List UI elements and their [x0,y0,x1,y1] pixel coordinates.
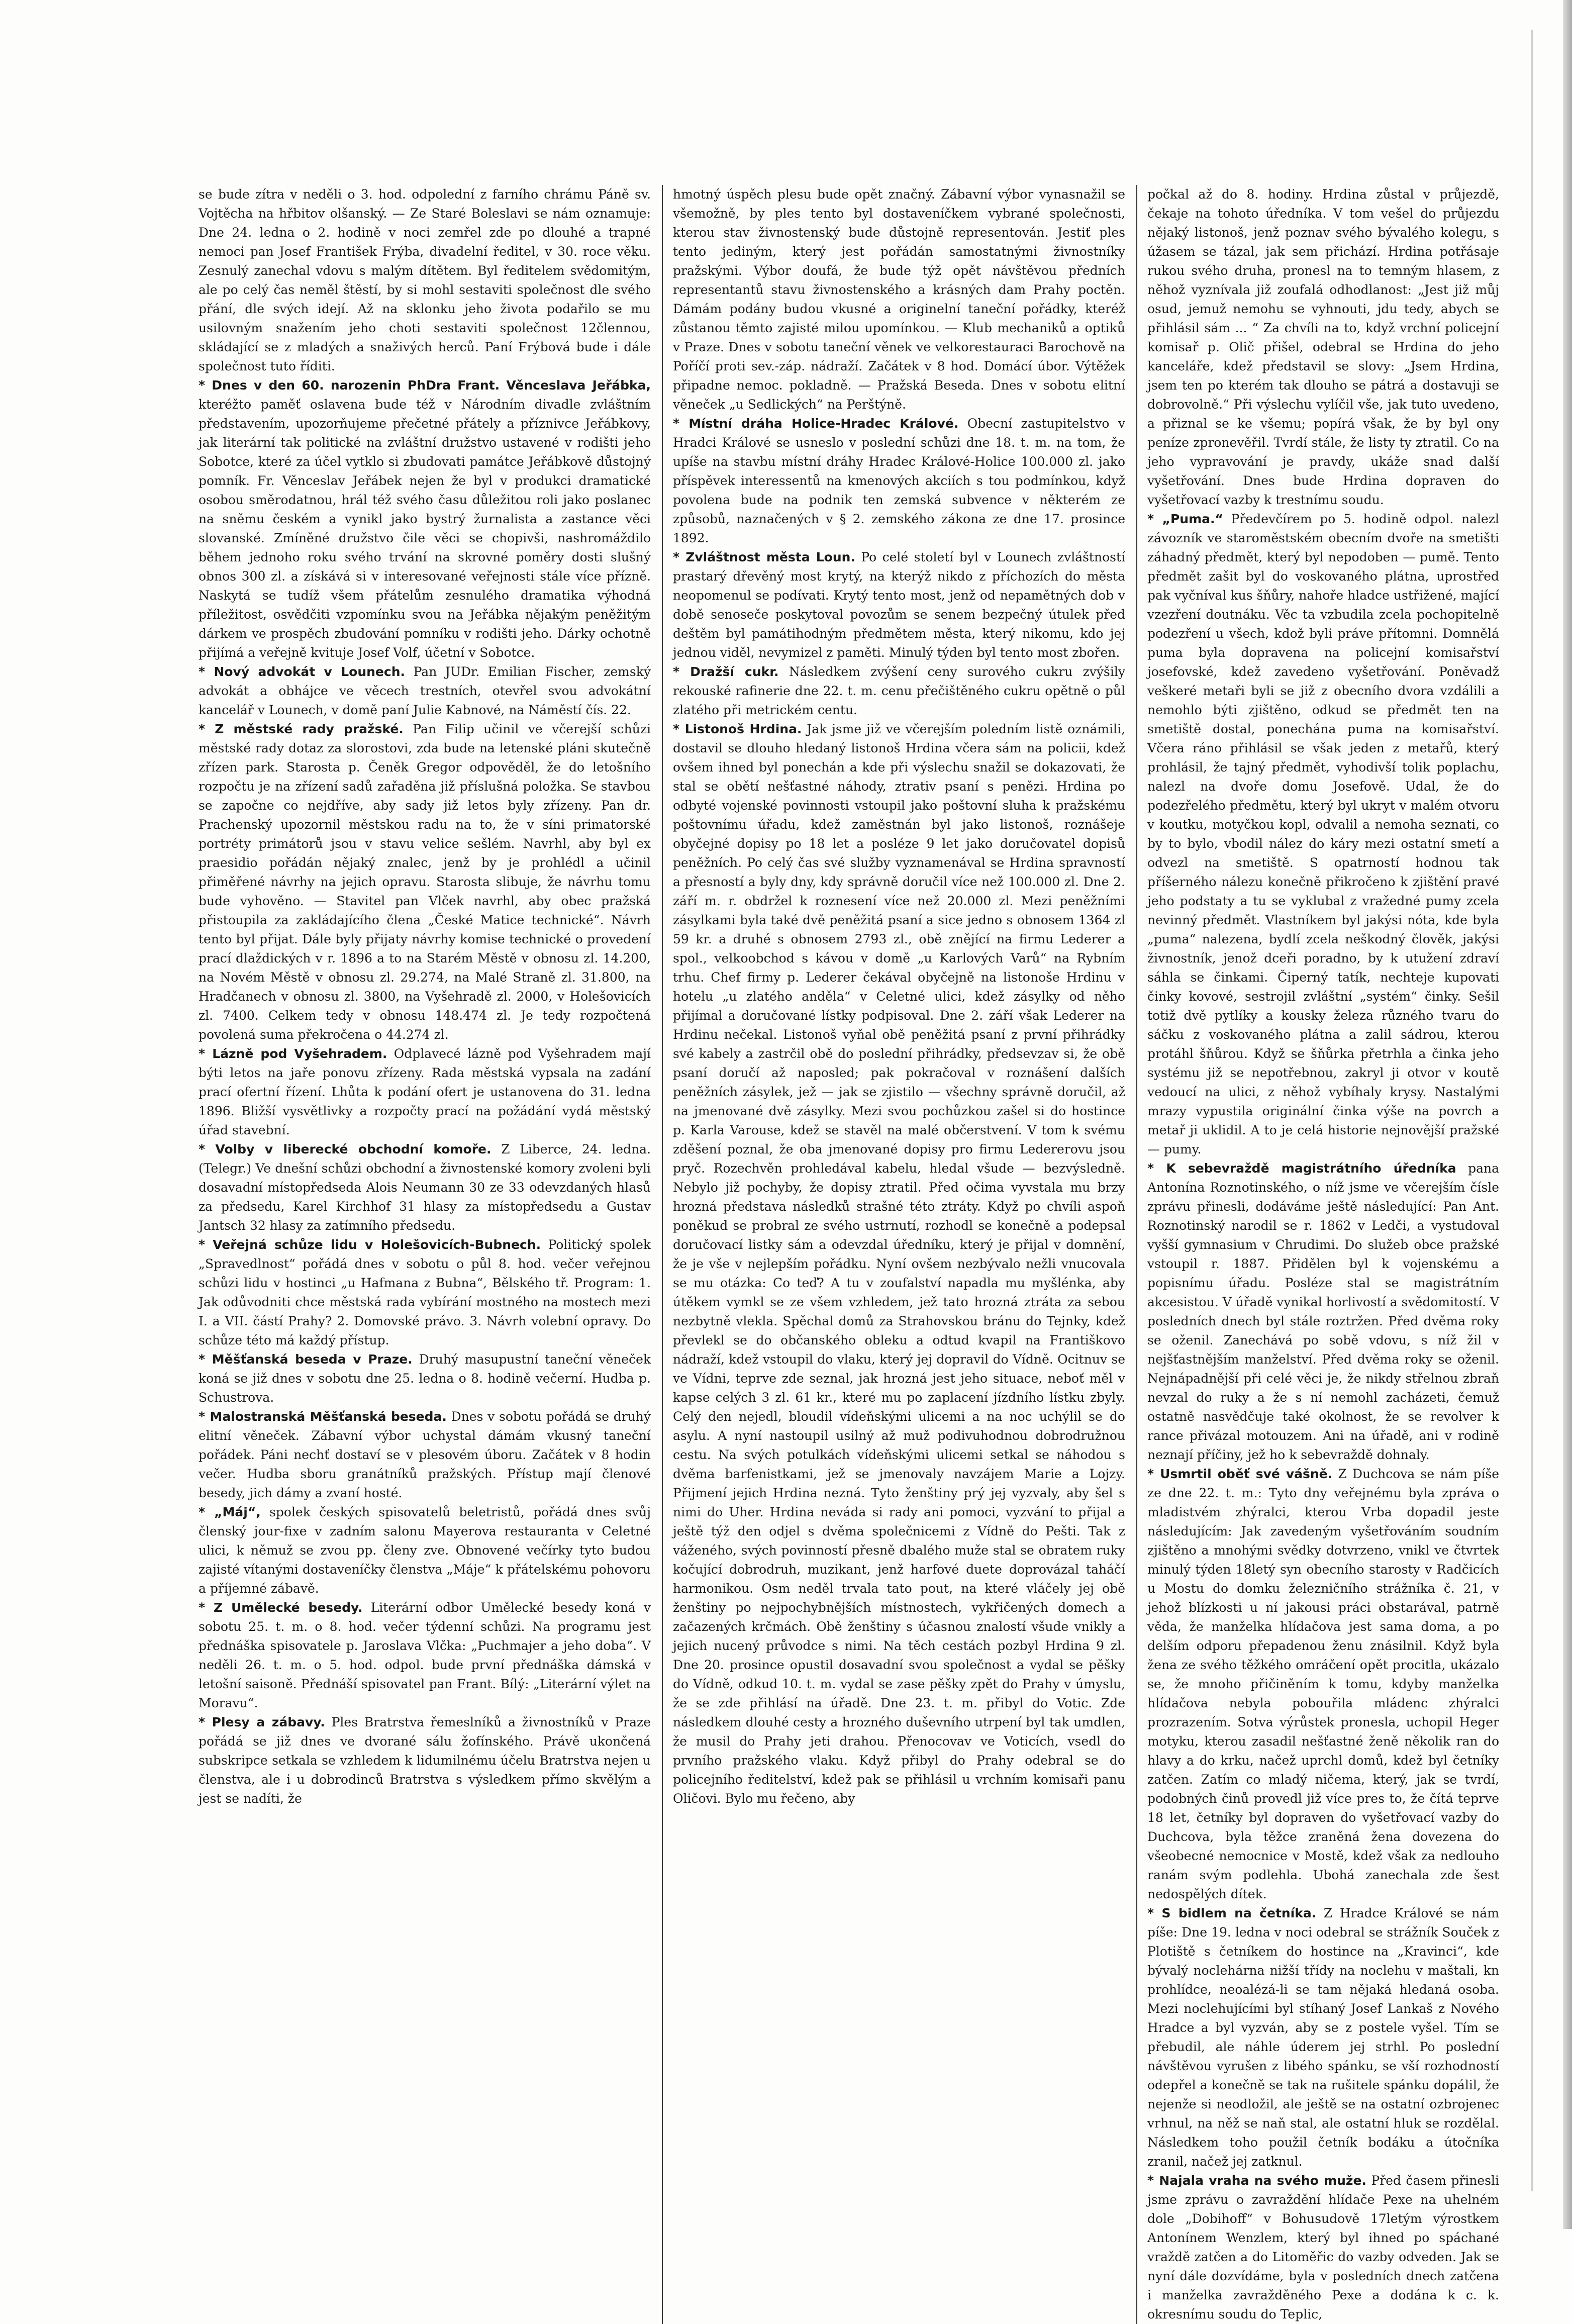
article-heading: * Měšťanská beseda v Praze. [199,1352,413,1367]
article-heading: * K sebevraždě magistrátního úředníka [1147,1161,1456,1176]
column-2 [668,185,1130,2324]
article-heading: * Dražší cukr. [673,664,779,679]
article-heading: * Plesy a zábavy. [199,1715,325,1729]
article-heading: * S bidlem na četníka. [1147,1906,1317,1920]
article-text: Jak jsme již ve včerejším poledním listě oznámili, dostavil se dlouho hledaný listonoš Hrdina včera sám na policii, kdež ovšem ihned byl ponechán a kde při výslechu snažil se dokazovati, že stal se obětí nešťastné náhody, ztrativ psaní s penězi. Hrdina po odbyté vojenské povinnosti vstoupil jako poštovní sluha k pražskému poštovnímu úřadu, kdež zaměstnán byl jako listonoš, roznášeje obyčejné dopisy po 18 let a posléze 9 let jako doručovatel dopisů peněžních. Po celý čas své služby vyznamenával se Hrdina spravností a přesností a byly dny, kdy správně doručil více než 100.000 zl. Dne 2. září m. r. obdržel k roznesení více než 20.000 zl. Mezi peněžními zásylkami byla také dvě peněžitá psaní a sice jedno s obnosem 1364 zl 59 kr. a druhé s obnosem 2793 zl., obě znějící na firmu Lederer a spol., velkoobchod s kávou v domě „u Karlových Varů“ na Rybním trhu. Chef firmy p. Lederer čekával obyčejně na listonoše Hrdinu v hotelu „u zlatého anděla“ v Celetné ulici, kdež zásylky od něho přijímal a doručované lístky podpisoval. Dne 2. září však Lederer na Hrdinu nečekal. Listonoš vyňal obě peněžitá psaní z první přihrádky své kabely a zastrčil obě do poslední přihrádky, předsevzav si, že obě psaní doručí až naposled; pak pokračoval v roznášení dalších peněžních zásylek, jež — jak se zjistilo — všechny správně doručil, až na jmenované dvě zásylky. Mezi svou pochůzkou zašel si do hostince p. Karla Varouse, kdež se stavěl na malé občerstvení. V tom k svému zděšení poznal, že oba jmenované dopisy pro firmu Ledererovu jsou pryč. Rozechvěn prohledával kabelu, hledal všude — bezvýsledně. Nebylo již pochyby, že dopisy ztratil. Před očima vyvstala mu brzy hrozná představa následků strašné této ztráty. Když po chvíli aspoň poněkud se probral ze svého ustrnutí, rozhodl se konečně a podepsal doručovací listky sám a odevzdal úředníku, který je přijal v domnění, že je vše v nejlepším pořádku. Nyní ovšem nezbývalo nežli vnucovala se mu otázka: Co teď? A tu v zoufalství napadla mu myšlénka, aby útěkem vymkl se ze všem vzhledem, jež tato hrozná ztráta za sebou nezbytně vlekla. Spěchal domů za Strahovskou bránu do Tejnky, kdež převlekl se do občanského obleku a odtud kvapil na Františkovo nádraží, kdež vstoupil do vlaku, který jej dopravil do Vídně. Ocitnuv se ve Vídni, teprve zde seznal, jak hrozná jest jeho situace, neboť měl v kapse celých 3 zl. 61 kr., které mu po zaplacení jízdního lístku zbyly. Celý den nejedl, bloudil vídeňskými ulicemi a na noc uchýlil se do asylu. A nyní nastoupil usilný až muž podivuhodnou dobrodružnou cestu. Na svých potulkách vídeňskými ulicemi setkal se náhodou s dvěma barfenistkami, jež se jmenovaly navzájem Marie a Lojzy. Přijmení jejich Hrdina nezná. Tyto ženštiny prý jej vyzvaly, aby šel s nimi do Uher. Hrdina neváda si rady ani pomoci, vyzvání to přijal a ještě týž den odjel s dvěma společnicemi z Vídně do Pešti. Tak z váženého, svých povinností přesně dbalého muže stal se obratem ruky kočující dobrodruh, muzikant, jenž harfové duete doprovázal taháčí harmonikou. Osm neděl trvala tato pout, na které vláčely jej obě ženštiny po nejpochybnějších místnostech, vykřičených domech a začazených krčmách. Obě ženštiny s účasnou znalostí všude vnikly a jejich nucený průvodce s nimi. Na těch cestách pozbyl Hrdina 9 zl. Dne 20. prosince opustil dosavadní svou společnost a vydal se pěšky do Vídně, odkud 10. t. m. vydal se zase pěšky zpět do Prahy v úmyslu, že se zde přihlásí na úřadě. Dne 23. t. m. přibyl do Votic. Zde následkem dlouhé cesty a hrozného duševního utrpení byl tak umdlen, že musil do Prahy jeti drahou. Přenocovav ve Voticích, vsedl do prvního pražského vlaku. Když přibyl do Prahy odebral se do policejního ředitelství, kdež pak se přihlásil u vrchním komisaři panu Oličovi. Bylo mu řečeno, aby [673,722,1125,1806]
article-text: Předevčírem po 5. hodině odpol. nalezl závozník ve staroměstském obecním dvoře na smetišti záhadný předmět, který byl nepodoben — pumě. Tento předmět zašit byl do voskovaného plátna, uprostřed pak vyčníval kus šňůry, nahoře hladce ustřižené, mající vzezření doutnáku. Věc ta vzbudila zcela pochopitelně podezření u všech, kdož byli práve přítomni. Domnělá puma byla dopravena na policejní komisařství josefovské, kdež zavedeno vyšetřování. Poněvadž veškeré metaři byli se již z obecního dvora vzdálili a nemohlo býti zjištěno, odkud se předmět ten na smetiště dostal, ponechána puma na komisařství. Včera ráno přihlásil se však jeden z metařů, který prohlásil, že tajný předmět, vyhodivší tolik poplachu, nalezl na dvoře domu Josefově. Udal, že do podezřelého předmětu, který byl ukryt v malém otvoru v koutku, motyčkou kopl, odvalil a nemoha seznati, co by to bylo, vbodil nález do káry mezi ostatní smetí a odvezl na smetiště. S opatrností hodnou tak příšerného nálezu konečně přikročeno k zjištění pravé jeho podstaty a tu se vyklubal z vražedné pumy zcela nevinný předmět. Vlastníkem byl jakýsi nóta, kde byla „puma“ nalezena, bydlí zcela neškodný člověk, jakýsi živnostník, jenož dceři poradno, by k utužení zdraví sáhla se činkami. Čiperný tatík, nechteje kupovati činky kovové, sestrojil zvláštní „systém“ činky. Sešil totiž dvě pytlíky a kousky železa různého tvaru do sáčku z voskovaného plátna a zalil sádrou, kterou protáhl šňůrou. Když se šňůrka přetrhla a činka jeho systému již se nepotřebnou, zakryl ji otvor v koutě vedoucí na ulici, z něhož vybíhaly krysy. Nastalými mrazy vypustila originální činka výše na povrch a metař ji uklidil. A to je celá historie nejnovější pražské — pumy. [1147,512,1499,1156]
article-text: Literární odbor Umělecké besedy koná v sobotu 25. t. m. o 8. hod. večer týdenní schůzi. Na programu jest přednáška spisovatele p. Jaroslava Vlčka: „Puchmajer a jeho doba“. V neděli 26. t. m. o 5. hod. odpol. bude první přednáška dámská v letošní saisoně. Přednáší spisovatel pan Frant. Bílý: „Literární výlet na Moravu“. [199,1600,651,1710]
article-paragraph [1147,1904,1499,2171]
article-paragraph [199,1350,651,1407]
article-paragraph [199,1140,651,1235]
article-text: hmotný úspěch plesu bude opět značný. Zábavní výbor vynasnažil se všemožně, by ples tento byl dostaveníčkem vybrané společnosti, kterou stav živnostenský bude důstojně representován. Jestiť ples tento jediným, který jest pořádán samostatnými živnostníky pražskými. Výbor doufá, že bude týž opět návštěvou předních representantů stavu živnostenského a krásných dam Prahy poctěn. Dámám podány budou vkusné a originelní taneční pořádky, kteréž zůstanou těmto zajisté milou upomínkou. — Klub mechaniků a optiků v Praze. Dnes v sobotu taneční věnek ve velkorestauraci Barochově na Poříčí proti sev.-záp. nádraží. Začátek v 8 hod. Domácí úbor. Výtěžek připadne nemoc. pokladně. — Pražská Beseda. Dnes v sobotu elitní věneček „u Sedlických“ na Perštýně. [673,187,1125,412]
article-text: pana Antonína Roznotinského, o níž jsme ve včerejším čísle zprávu přinesli, dodáváme ještě následující: Pan Ant. Roznotinský narodil se r. 1862 v Ledči, a vystudoval vyšší gymnasium v Chrudimi. Do služeb obce pražské vstoupil r. 1887. Přidělen byl k vojenskému a popisnímu úřadu. Posléze stal se magistrátním akcesistou. V úřadě vynikal horlivostí a svědomitostí. V posledních dnech byl stále roztržen. Před dvěma roky se oženil. Zanechává po sobě vdovu, s níž žil v nejšťastnějším manželství. Před dvěma roky se oženil. Nejnápadnější při celé věci je, že nikdy střelnou zbraň nevzal do ruky a že s ní nemohl zacházeti, čemuž ostatně nasvědčuje také okolnost, že se revolver k rance přivázal motouzem. Ani na úřadě, ani v rodině neznají příčiny, jež ho k sebevraždě dohnaly. [1147,1161,1499,1462]
page-fold-line [1531,30,1533,2191]
article-paragraph [199,1044,651,1140]
article-heading: * Listonoš Hrdina. [673,722,802,736]
article-paragraph [199,720,651,1044]
article-text: Ples Bratrstva řemeslníků a živnostníků v Praze pořádá se již dnes ve dvorané sálu žofínského. Právě ukončená subskripce setkala se vzhledem k lidumilnému účelu Bratrstva nejen u členstva, ale i u dobrodinců Bratrstva s výsledkem přímo skvělým a jest se nadíti, že [199,1715,651,1806]
article-text: Před časem přinesli jsme zprávu o zavraždění hlídače Pexe na uhelném dole „Dobihoff“ v Bohusudově 17letým výrostkem Antonínem Wenzlem, který byl ihned po spáchané vraždě zatčen a do Litoměřic do vazby odveden. Jak se nyní dále dozvídáme, byla v posledních dnech zatčena i manželka zavražděného Pexe a dodána k c. k. okresnímu soudu do Teplic, [1147,2173,1499,2321]
article-text: Odplavecé lázně pod Vyšehradem mají býti letos na jaře ponovu zřízeny. Rada městská vypsala na zadání prací ofertní řízení. Lhůta k podání ofert je ustanovena do 31. ledna 1896. Bližší vysvětlivky a rozpočty prací na požádání vydá městský úřad stavební. [199,1046,651,1137]
article-heading: * Malostranská Měšťanská beseda. [199,1409,447,1424]
article-paragraph [673,414,1125,548]
column-3 [1142,185,1504,2324]
article-heading: * „Puma.“ [1147,512,1223,526]
article-text: kteréžto paměť oslavena bude též v Národním divadle zvláštním představením, upozorňujeme přečetné přátely a příznivce Jeřábkovy, jak literární tak politické na zvláštní družstvo ustavené v rodišti jeho Sobotce, které za účel vytklo si zbudovati památce Jeřábkově důstojný pomník. Fr. Věnceslav Jeřábek nejen že byl v produkci dramatické osobou směrodatnou, hrál též svého času důležitou roli jako poslanec na sněmu českém a vynikl jako bystrý žurnalista a zastance věci slovanské. Zmíněné družstvo čile věci se chopivši, nashromáždilo během jednoho roku svého trvání na skrovné poměry dosti slušný obnos 300 zl. a získává si v interesované veřejnosti stále více přízně. Naskytá se tudíž všem přátelům zesnulého dramatika výhodná příležitost, osvědčiti vzpomínku svou na Jeřábka nějakým peněžitým dárkem ve prospěch zbudování pomníku v rodišti jeho. Dárky ochotně přijímá a veřejně kvituje Josef Volf, účetní v Sobotce. [199,397,651,660]
article-paragraph [199,376,651,662]
article-heading: * Zvláštnost města Loun. [673,550,855,564]
article-text: Z Liberce, 24. ledna. (Telegr.) Ve dnešní schůzi obchodní a živnostenské komory zvoleni byli dosavadní místopředseda Alois Neumann 30 ze 33 odevzdaných hlasů za předsedu, Karel Kirchhof 31 hlasy za místopředsedu a Gustav Jantsch 32 hlasy za zatímního předsedu. [199,1142,651,1233]
article-paragraph [1147,185,1499,510]
page-edge [1563,0,1572,2229]
article-text: Následkem zvýšení ceny surového cukru zvýšily rekouské rafinerie dne 22. t. m. cenu přečištěného cukru opětně o půl zlatého při metrickém centu. [673,664,1125,717]
article-heading: * Z Umělecké besedy. [199,1600,363,1615]
article-paragraph [1147,1159,1499,1465]
article-text: Dnes v sobotu pořádá se druhý elitní věneček. Zábavní výbor uchystal dámám vkusný taneční pořádek. Páni nechť dostaví se v plesovém úboru. Začátek v 8 hodin večer. Hudba sboru granátníků pražských. Přístup mají členové besedy, jich dámy a zvaní hosté. [199,1409,651,1500]
article-heading: * Najala vraha na svého muže. [1147,2173,1366,2188]
article-heading: * Nový advokát v Lounech. [199,664,405,679]
article-paragraph [1147,2171,1499,2324]
article-text: Z Hradce Králové se nám píše: Dne 19. ledna v noci odebral se strážník Souček z Plotiště s četníkem do hostince na „Kravinci“, kde bývalý noclehárna nižší třídy na noclehu v maštali, kn prohlídce, neoalézá-li se tam nějaká hledaná osoba. Mezi noclehujícími byl stíhaný Josef Lankaš z Nového Hradce a byl vyzván, aby se z postele vyšel. Tím se přebudil, ale náhle úderem jej strhl. Po poslední návštěvou vyrušen z libého spánku, se vší rozhodností odepřel a konečně se tak na rušitele spánku dopálil, že nejenže si neodložil, ale ještě se na ostatní ozbrojenec vrhnul, na něž se naň stal, ale ostatní hluk se rozdělal. Následkem toho použil četník bodáku a útočníka zranil, načež jej zatknul. [1147,1906,1499,2169]
article-paragraph [199,1235,651,1350]
article-text: se bude zítra v neděli o 3. hod. odpolední z farního chrámu Páně sv. Vojtěcha na hřbitov olšanský. — Ze Staré Boleslavi se nám oznamuje: Dne 24. ledna o 2. hodině v noci zemřel zde po dlouhé a trapné nemoci pan Josef František Frýba, divadelní ředitel, v 30. roce věku. Zesnulý zanechal vdovu s malým dítětem. Byl ředitelem svědomitým, ale po celý čas neměl štěstí, by si mohl sestaviti společnost dle svého přání, dle svých idejí. Až na sklonku jeho života podařilo se mu usilovným snažením jeho choti sestaviti společnost 12člennou, skládající se z mladých a snaživých herců. Paní Frýbová bude i dále společnost tuto říditi. [199,187,651,373]
article-paragraph [199,1503,651,1598]
article-text: Z Duchcova se nám píše ze dne 22. t. m.: Tyto dny veřejnému byla zpráva o mladistvém zhýralci, kterou Vrba dopadil jeste následujícím: Jak zavedeným vyšetřováním soudním zjištěno a mnohými svědky dotvrzeno, vnikl ve čtvrtek minulý týden 18letý syn obecního starosty v Radčicích u Mostu do domku železničního strážníka č. 21, v jehož blízkosti u ní jakousi práci obstarával, patrně věda, že manželka hlídačova jest sama doma, a po delším odporu přepadenou ženu znásilnil. Když byla žena ze svého těžkého omráčení opět procitla, ukázalo se, že mnoho přičiněním k tomu, kdyby manželka hlídačova nebyla pobouřila mládenc zhýralci prozrazením. Sotva výrůstek pronesla, uchopil Heger motyku, kterou zasadil nešťastné ženě několik ran do hlavy a do krku, načež uprchl domů, kdež byl četníky zatčen. Zatím co mladý ničema, který, jak se tvrdí, podobných činů provedl již více pres to, že čítá teprve 18 let, četníky byl dopraven do vyšetřovací vazby do Duchcova, byla těžce zraněná žena dovezena do všeobecné nemocnice v Mostě, kdež však za nedlouho ranám svým podlehla. Ubohá zanechala zde šest nedospělých dítek. [1147,1467,1499,1901]
article-paragraph [673,720,1125,1808]
article-paragraph [673,185,1125,414]
article-heading: * „Máj“, [199,1505,261,1519]
article-text: Pan JUDr. Emilian Fischer, zemský advokát a obhájce ve věcech trestních, otevřel svou advokátní kancelář v Lounech, v domě paní Julie Kabnové, na Náměstí čís. 22. [199,664,651,717]
column-1 [193,185,656,2324]
article-paragraph [1147,510,1499,1159]
article-heading: * Lázně pod Vyšehradem. [199,1046,387,1061]
article-paragraph [199,1598,651,1713]
article-text: spolek českých spisovatelů beletristů, pořádá dnes svůj členský jour-fixe v zadním salonu Mayerova restauranta v Celetné ulici, k němuž se zvou pp. členy zve. Obnovené večírky tyto budou zajisté vítanými dostaveníčky členstva „Máje“ k přátelskému pohovoru a příjemné zábavě. [199,1505,651,1596]
article-text: Po celé století byl v Lounech zvláštností prastarý dřevěný most krytý, na kterýž nikdo z příchozích do města neopomenul se podívati. Krytý tento most, jenž od nepamětných dob v době senoseče poskytoval povozům se senem bezpečný útulek před deštěm byl památihodným předmětem města, který nikomu, kdo jej jednou viděl, nevymizel z paměti. Minulý týden byl tento most zbořen. [673,550,1126,660]
article-heading: * Dnes v den 60. narozenin PhDra Frant. Věnceslava Jeřábka, [199,378,651,393]
article-text: Pan Filip učinil ve včerejší schůzi městské rady dotaz za slorostovi, zda bude na letenské pláni skutečně zřízen park. Starosta p. Čeněk Gregor odpověděl, že do letošního rozpočtu je na zřízení sadů zařaděna již příslušná položka. Se stavbou se započne co nejdříve, aby sady již letos byly zřízeny. Pan dr. Prachenský upozornil městskou radu na to, že v síni primatorské portréty primátorů jsou v stavu velice sešlém. Navrhl, aby byl ex praesidio pořádán nějaký znalec, jenž by je prohlédl a učinil přiměřené návrhy na jejich opravu. Starosta slibuje, že návrhu tomu bude vyhověno. — Stavitel pan Vlček navrhl, aby obec pražská přistoupila za zakládajícího člena „České Matice technické“. Návrh tento byl přijat. Dále byly přijaty návrhy komise technické o provedení prací dlaždických v r. 1896 a to na Starém Městě v obnosu zl. 14.200, na Novém Městě v obnosu zl. 29.274, na Malé Straně zl. 31.800, na Hradčanech v obnosu zl. 3800, na Vyšehradě zl. 2000, v Holešovicích zl. 7400. Celkem tedy v obnosu 148.474 zl. Je tedy rozpočtená povolená suma překročena o 44.274 zl. [199,722,651,1042]
article-paragraph [673,662,1125,720]
article-heading: * Usmrtil oběť své vášně. [1147,1467,1333,1481]
article-text: Politický spolek „Spravedlnost“ pořádá dnes v sobotu o půl 8. hod. večer veřejnou schůzi lidu v hostinci „u Hafmana z Bubna“, Bělského tř. Program: 1. Jak odůvodniti chce městská rada vybírání mostného na mostech mezi I. a VII. částí Prahy? 2. Domovské právo. 3. Návrh volební opravy. Do schůze této má každý přístup. [199,1237,651,1347]
article-text: Obecní zastupitelstvo v Hradci Králové se usneslo v poslední schůzi dne 18. t. m. na tom, že upíše na stavbu místní dráhy Hradec Králové-Holice 100.000 zl. jako příspěvek interessentů na kmenových akciích s tou podmínkou, když povolena bude na podnik ten zemská subvence v některém ze způsobů, naznačených v § 2. zemského zákona ze dne 17. prosince 1892. [673,416,1125,545]
article-text: počkal až do 8. hodiny. Hrdina zůstal v průjezdě, čekaje na tohoto úředníka. V tom vešel do průjezdu nějaký listonoš, jenž poznav svého bývalého kolegu, s úžasem se tázal, jak sem přichází. Hrdina potřásaje rukou svého druha, pronesl na to temným hlasem, z něhož vyznívala již zoufalá odhodlanost: „Jest již můj osud, jemuž nemohu se vyhnouti, jdu tedy, abych se přihlásil sám ... “ Za chvíli na to, když vrchní policejní komisař p. Olič přišel, odebral se Hrdina do jeho kanceláře, kdež představil se slovy: „Jsem Hrdina, jsem ten po kterém tak dlouho se pátrá a dostavuji se dobrovolně.“ Při výslechu vylíčil vše, jak tuto uvedeno, a přiznal se ke všemu; popírá však, že by byl ony peníze zpronevěřil. Tvrdí stále, že listy ty ztratil. Co na jeho vypravování je pravdy, ukáže snad další vyšetřování. Dnes bude Hrdina dopraven do vyšetřovací vazby k trestnímu soudu. [1147,187,1499,507]
article-heading: * Veřejná schůze lidu v Holešovicích-Bubnech. [199,1237,541,1252]
article-paragraph [1147,1465,1499,1904]
article-heading: * Z městské rady pražské. [199,722,404,736]
article-paragraph [199,1713,651,1808]
article-paragraph [673,548,1125,662]
article-paragraph [199,662,651,720]
article-paragraph [199,1407,651,1503]
newspaper-columns [193,185,1500,2321]
article-text: Druhý masupustní taneční věneček koná se již dnes v sobotu dne 25. ledna o 8. hodině večerní. Hudba p. Schustrova. [199,1352,651,1405]
article-paragraph [199,185,651,376]
article-heading: * Místní dráha Holice-Hradec Králové. [673,416,959,431]
article-heading: * Volby v liberecké obchodní komoře. [199,1142,492,1156]
